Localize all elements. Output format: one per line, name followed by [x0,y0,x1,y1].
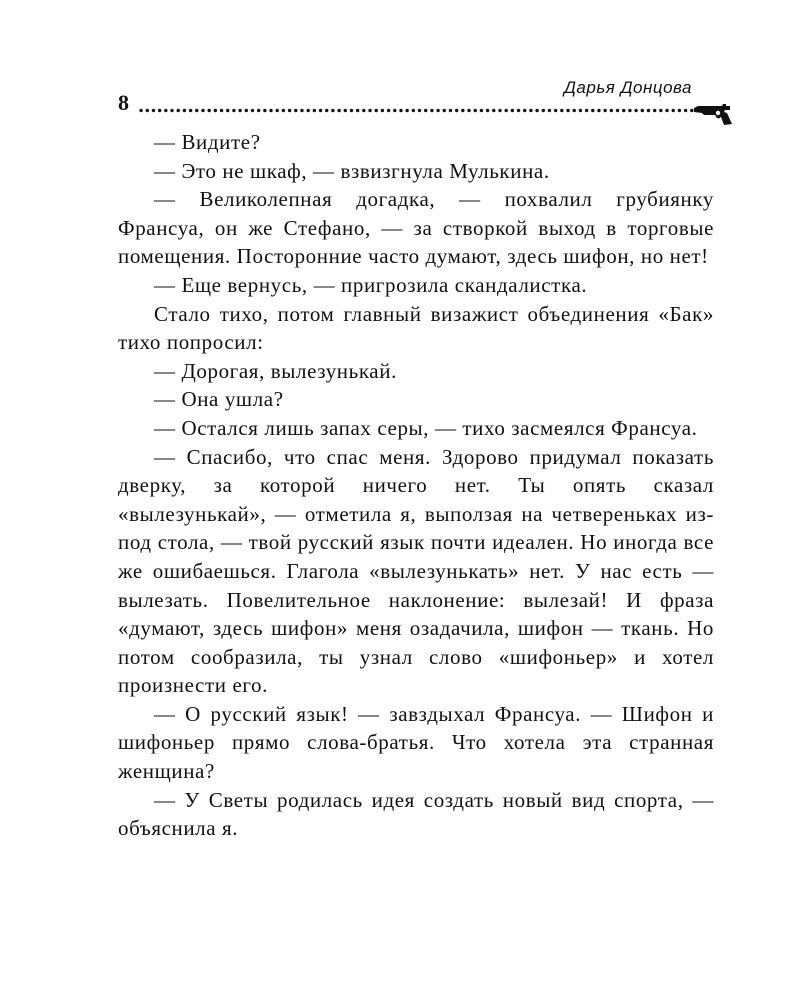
paragraph: — Видите? [154,130,261,154]
paragraph: — Она ушла? [154,387,284,412]
paragraph: — Еще вернусь, — пригрозила скандалистка. [154,272,588,297]
page-number: 8 [118,90,129,115]
paragraph: — Это не шкаф, — взвизгнула Мулькина. [154,158,550,183]
paragraph: — У Светы родилась идея создать новый вид спорта, — объяснила я. [118,787,714,841]
paragraph: Стало тихо, потом главный визажист объединения «Бак» тихо попросил: [118,301,714,355]
running-header [118,78,738,128]
body-text [118,128,714,843]
paragraph: — О русский язык! — завздыхал Франсуа. — Шифон и шифоньер прямо слова-братья. Что хотела эта странная женщина? [118,701,714,784]
paragraph: — Остался лишь запах серы, — тихо засмеялся Франсуа. [154,415,698,440]
paragraph: — Дорогая, вылезунькай. [154,358,397,383]
dotted-leader-line [138,108,706,113]
paragraph: — Великолепная догадка, — похвалил грубиянку Франсуа, он же Стефано, — за створкой выход в торговые помещения. Посторонние часто думают, здесь шифон, но нет! [118,187,714,269]
revolver-icon [694,100,734,126]
paragraph: — Спасибо, что спас меня. Здорово придумал показать дверку, за которой ничего нет. Ты опять сказал «вылезунькай», — отметила я, выползая на четвереньках из-под стола, — твой русский язык почти идеален. Но иногда все же ошибаешься. Глагола «вылезунькать» нет. У нас есть — вылезать. Повелительное наклонение: вылезай! И фраза «думают, здесь шифон» меня озадачила, шифон — ткань. Но потом сообразила, ты узнал слово «шифоньер» и хотел произнести его. [118,444,714,698]
running-header-author: Дарья Донцова [563,78,692,97]
